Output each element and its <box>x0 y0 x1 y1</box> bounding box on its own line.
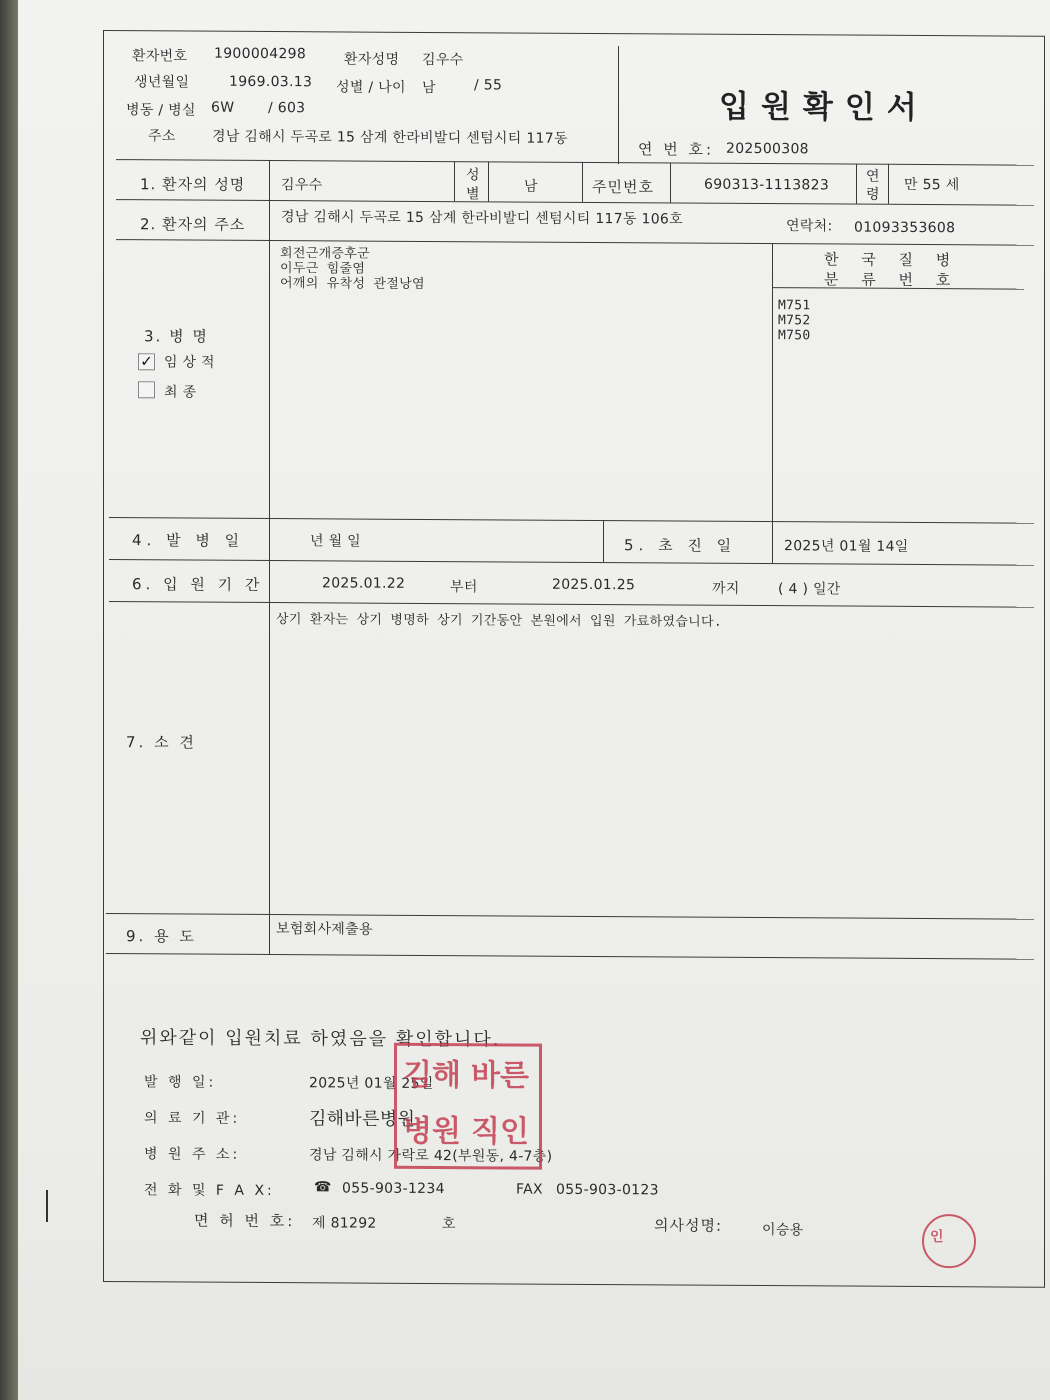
patient-name-label: 환자성명 <box>344 51 400 68</box>
phone: 055-903-1234 <box>342 1180 445 1198</box>
col-divider <box>888 164 889 204</box>
inst-label: 의 료 기 관: <box>144 1110 241 1127</box>
kcd-code-list <box>778 298 811 343</box>
col-divider <box>269 518 270 560</box>
header-age: / 55 <box>474 77 503 94</box>
col-divider <box>269 200 270 240</box>
doctor-name: 이승용 <box>762 1222 804 1239</box>
clinical-checkbox[interactable]: ✓ <box>138 353 155 370</box>
col-divider <box>269 160 270 200</box>
fax-label: FAX <box>516 1181 543 1198</box>
r6-label: 6. 입 원 기 간 <box>132 575 264 594</box>
patient-no-label: 환자번호 <box>132 48 188 65</box>
r5-label: 5. 초 진 일 <box>624 536 737 555</box>
r7-label: 7. 소 견 <box>126 733 197 752</box>
r1-name: 김우수 <box>281 177 323 194</box>
r6-to-label: 까지 <box>712 580 740 597</box>
patient-no: 1900004298 <box>214 45 307 63</box>
col-divider <box>269 914 270 954</box>
r9-label: 9. 용 도 <box>126 927 197 946</box>
age-label-2: 령 <box>866 186 880 203</box>
kcd-code: M751 <box>778 298 811 314</box>
serial: 202500308 <box>726 140 809 158</box>
serial-label: 연 번 호: <box>638 140 715 159</box>
col-divider <box>269 560 270 602</box>
admission-form <box>103 30 1045 1288</box>
col-divider <box>269 240 270 518</box>
birth: 1969.03.13 <box>229 73 313 91</box>
row-divider <box>116 159 1034 166</box>
r4-value: 년 월 일 <box>310 533 361 550</box>
kcd-label-2: 분 류 번 호 <box>824 270 960 290</box>
fax: 055-903-0123 <box>556 1181 659 1199</box>
sex-label-2: 별 <box>466 186 480 203</box>
header-divider <box>618 46 619 164</box>
header-sex: 남 <box>422 79 436 97</box>
issue-date: 2025년 01월 25일 <box>309 1075 434 1093</box>
sex-label-1: 성 <box>466 167 480 184</box>
issue-label: 발 행 일: <box>144 1074 217 1091</box>
birth-label: 생년월일 <box>134 74 190 91</box>
rrn: 690313-1113823 <box>704 176 830 194</box>
kcd-code: M750 <box>778 328 811 344</box>
r6-from-label: 부터 <box>450 579 478 596</box>
confirm-text: 위와같이 입원치료 하였음을 확인합니다. <box>140 1027 501 1051</box>
row-divider <box>109 559 1034 566</box>
row-divider <box>116 239 1034 246</box>
header-address: 경남 김해시 두곡로 15 삼계 한라비발디 센텀시티 117동 <box>212 128 568 147</box>
col-divider <box>603 520 604 562</box>
r6-to: 2025.01.25 <box>552 576 636 594</box>
document-title: 입원확인서 <box>719 88 929 127</box>
hospital-seal: 김해 바른 병원 직인 <box>394 1043 542 1170</box>
inst-name: 김해바른병원 <box>309 1108 416 1130</box>
doctor-seal: 인 <box>922 1214 976 1268</box>
contact: 01093353608 <box>854 219 956 237</box>
r6-days: ( 4 ) 일간 <box>778 581 841 598</box>
col-divider <box>772 243 773 521</box>
doctor-label: 의사성명: <box>654 1216 723 1235</box>
row-divider <box>106 913 1034 920</box>
diagnosis-item: 회전근개증후군 <box>280 246 371 262</box>
age-label-1: 연 <box>866 168 880 185</box>
col-divider <box>582 162 583 202</box>
rrn-label: 주민번호 <box>592 177 654 197</box>
r4-label: 4. 발 병 일 <box>132 531 245 550</box>
kcd-code: M752 <box>778 313 811 329</box>
col-divider <box>269 602 270 914</box>
margin-mark <box>46 1190 48 1222</box>
col-divider <box>454 161 455 201</box>
r3-label: 3. 병 명 <box>144 327 209 346</box>
r1-label: 1. 환자의 성명 <box>140 175 246 194</box>
r5-value: 2025년 01월 14일 <box>784 538 909 555</box>
document-paper <box>18 0 1050 1400</box>
patient-name: 김우수 <box>422 51 464 69</box>
col-divider <box>488 161 489 201</box>
phone-label: 전 화 및 F A X: <box>144 1182 275 1200</box>
r2-label: 2. 환자의 주소 <box>140 215 246 234</box>
r7-text: 상기 환자는 상기 병명하 상기 기간동안 본원에서 입원 가료하였습니다. <box>276 612 723 630</box>
license: 제 81292 <box>312 1215 377 1232</box>
final-checkbox[interactable] <box>138 381 155 398</box>
final-label: 최 종 <box>164 384 197 401</box>
diagnosis-item: 이두근 힘줄염 <box>280 261 366 277</box>
r9-value: 보험회사제출용 <box>276 921 373 938</box>
license-suffix: 호 <box>442 1216 456 1233</box>
row-divider <box>106 953 1034 960</box>
clinical-label: 임상적 <box>164 354 220 371</box>
sex-value: 남 <box>524 178 538 195</box>
r2-address: 경남 김해시 두곡로 15 삼계 한라비발디 센텀시티 117동 106호 <box>281 209 683 228</box>
hospital-address: 경남 김해시 가락로 42(부원동, 4-7층) <box>309 1147 553 1165</box>
license-label: 면 허 번 호: <box>194 1211 296 1231</box>
row-divider <box>109 601 1034 608</box>
address-label: 주소 <box>148 128 176 145</box>
col-divider <box>856 164 857 204</box>
r6-from: 2025.01.22 <box>322 575 406 592</box>
sex-age-label: 성별 / 나이 <box>336 79 406 96</box>
row-divider <box>109 517 1034 524</box>
room: / 603 <box>268 100 306 117</box>
age-value: 만 55 세 <box>904 176 960 194</box>
diagnosis-item: 어깨의 유착성 관절낭염 <box>280 276 425 292</box>
addr-label: 병 원 주 소: <box>144 1146 241 1163</box>
diagnosis-list <box>280 246 425 292</box>
kcd-label-1: 한 국 질 병 <box>824 250 960 270</box>
row-divider <box>116 199 1034 206</box>
ward-room-label: 병동 / 병실 <box>126 102 196 119</box>
ward: 6W <box>211 99 235 116</box>
phone-icon: ☎ <box>314 1179 332 1196</box>
col-divider <box>670 162 671 202</box>
col-divider <box>772 521 773 563</box>
contact-label: 연락처: <box>786 218 833 235</box>
